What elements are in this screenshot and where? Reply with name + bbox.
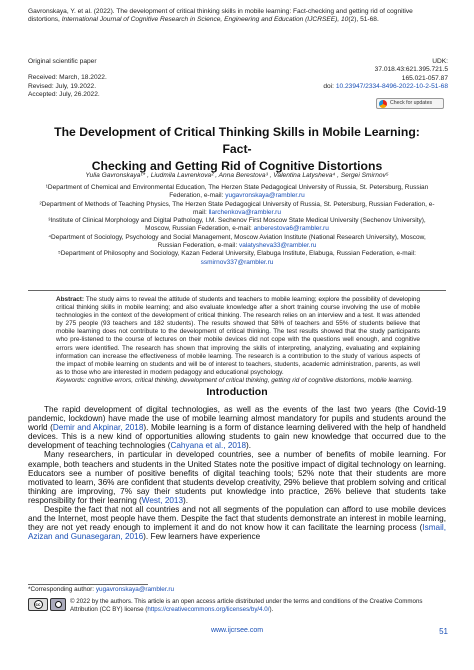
abstract-label: Abstract: (56, 296, 85, 303)
keywords: Keywords: cognitive errors, critical thinking, development of critical thinking, getting rid of cognitive distortions, mobile learning. (56, 376, 413, 384)
authors-text: Yulia Gavronskaya¹* , Liudmila Lavrenkova² , Anna Berestova³ , Valentina Latysheva⁴ , Sergei Smirnov⁵ (85, 172, 389, 179)
page-number: 51 (439, 627, 448, 636)
udk-code-1: 37.018.43:621.395.721.5 (374, 66, 448, 74)
footnote-rule (28, 584, 148, 585)
affiliation-1 (36, 184, 438, 201)
affiliations (36, 184, 438, 267)
citation-header (28, 8, 446, 24)
affiliation-text: ³Institute of Clinical Morphology and Digital Pathology, I.M. Sechenov First Moscow State Medical University (Sechenov University), Moscow, Russian Federation, e-mail: (48, 217, 426, 233)
received-date: Received: March, 18.2022. (28, 74, 107, 82)
text-run: The rapid development of digital technologies, as well as the events of the last two years (the Covid-19 pandemic, lockdown) have made the use of mobile learning almost mandatory for pupils and students around the world ( (28, 405, 446, 433)
affiliation-3 (36, 217, 438, 234)
article-dates (28, 58, 107, 100)
footnote-email[interactable]: yugavronskaya@rambler.ru (95, 586, 175, 593)
affiliation-text: ⁴Department of Sociology, Psychology and Social Management, Moscow Aviation Institute (National Research University), Moscow, Russian Federation, e-mail: (48, 233, 426, 250)
license-block (28, 598, 446, 613)
title-line-1: The Development of Critical Thinking Skills in Mobile Learning: Fact- (54, 125, 420, 156)
citation-link[interactable]: Cahyana et al., 2018 (170, 441, 247, 451)
affiliation-text: ⁵Department of Philosophy and Sociology, Kazan Federal University, Elabuga Institute, Elabuga, Russian Federation, e-mail: (58, 250, 416, 258)
author-list (36, 172, 438, 180)
footnote-text: *Corresponding author: (28, 586, 96, 593)
doi-prefix: doi: (323, 83, 336, 91)
accepted-date: Accepted: July, 26.2022. (28, 91, 100, 99)
title-line-2: Checking and Getting Rid of Cognitive Distortions (91, 159, 383, 173)
license-statement: © 2022 by the authors. This article is an open access article distributed under the terms and conditions of the Creative Commons Attribution (CC BY) license ( (70, 598, 423, 613)
abstract-block (56, 296, 420, 385)
paper-type: Original scientific paper (28, 58, 97, 65)
license-text (28, 598, 446, 613)
affiliation-email[interactable]: yugavronskaya@rambler.ru (225, 192, 305, 200)
text-run: ). Few learners have experience (143, 532, 261, 542)
affiliation-email[interactable]: valatysheva33@rambler.ru (238, 242, 317, 250)
abstract-top-rule (28, 290, 446, 291)
citation-link[interactable]: West, 2013 (141, 495, 184, 505)
citation-prefix: Gavronskaya, Y. et al. (2022). The development of critical thinking skills in mobile learning: Fact-checking and getting rid of cognitive distortions, (28, 8, 413, 24)
text-run: ). Mobile learning is a form of distance learning delivered with the help of handheld devices. This is a new kind of opportunities allowing students to gain new knowledge that occurred due to the development of teaching technologies ( (28, 423, 446, 451)
paper-title (40, 124, 434, 175)
text-run: Many researchers, in particular in developed countries, see a number of benefits of mobile learning. For example, both teachers and students in the United States note the positive impact of digital technology on learning. Educators see a number of positive benefits of digital teaching tools; 52% note that their students are more motivated to learn, 36% are confident that students develop creativity, 29% believe that problem solving and critical thinking are improving, 7% say their students put knowledge into practice, 26% believe that students take responsibility for their learning ( (28, 450, 446, 505)
text-run: ). (183, 495, 189, 505)
affiliation-email[interactable]: anberestova6@rambler.ru (253, 225, 329, 233)
affiliation-5 (36, 250, 438, 267)
creative-commons-icon: cc (28, 598, 48, 611)
introduction-body (28, 405, 446, 541)
affiliation-email[interactable]: llarchenkova@rambler.ru (208, 208, 281, 216)
citation-journal: International Journal of Cognitive Research in Science, Engineering and Education (IJCRSEE), 10 (61, 16, 349, 24)
abstract-paragraph (56, 296, 420, 377)
paragraph-2 (28, 450, 446, 505)
license-link[interactable]: https://creativecommons.org/licenses/by/4.0/ (147, 605, 270, 613)
doi-link[interactable]: 10.23947/2334-8496-2022-10-2-51-68 (335, 83, 448, 91)
udk-label: UDK: (432, 58, 448, 65)
citation-suffix: (2), 51-68. (348, 16, 379, 24)
crossmark-icon (379, 100, 387, 108)
abstract-text: The study aims to reveal the attitude of students and teachers to mobile learning; explore the possibility of developing critical thinking skills in mobile learning; and also evaluate knowledge after a short training course involving the use of mobile technologies in the context of the development of critical thinking. The research relies on an interview and a test. It was attended by 275 people (93 teachers and 182 students). The results showed that 58% of teachers and 55% of students believe that mobile learning does not contribute to the development of critical thinking. The test results showed that the study participants who pre-listened to the course of lectures on their mobile devices did not cope with the questions well enough, and cognitive errors were identified. The research has shown that improving the skills of interpreting, analyzing, evaluating and explaining information can increase the effectiveness of mobile learning. The research is a contribution to the study of various aspects of the impact of mobile learning on students and will be of interest to teachers, students, academic administration, parents, as well as to those who are interested in modern pedagogy and educational psychology. (56, 296, 420, 376)
text-run: ). (246, 441, 252, 451)
journal-url[interactable]: www.ijcrsee.com (210, 627, 264, 634)
paragraph-1 (28, 405, 446, 450)
revised-date: Revised: July, 19.2022. (28, 82, 97, 90)
affiliation-text: ¹Department of Chemical and Environmental Education, The Herzen State Pedagogical University of Russia, St. Petersburg, Russian Federation, e-mail: (45, 184, 429, 200)
doi-line (323, 83, 448, 91)
affiliation-2 (36, 201, 438, 218)
affiliation-4 (36, 234, 438, 251)
citation-link[interactable]: Demir and Akpinar, 2018 (52, 423, 144, 433)
udk-code-2: 165.021-057.87 (401, 74, 448, 82)
paragraph-3 (28, 505, 446, 541)
affiliation-email[interactable]: ssmirnov337@rambler.ru (200, 258, 274, 266)
check-for-updates-label: Check for updates (390, 100, 433, 106)
article-identifiers (323, 58, 448, 92)
text-run: Despite the fact that not all countries and not all segments of the population can afford to use mobile devices and the Internet, most people have them. Despite the fact that students demonstrate an interest in mobile learning, they are not yet ready enough to implement it and do not know how it can facilitate the learning process ( (28, 505, 446, 533)
corresponding-author-note (28, 586, 446, 594)
citation-link[interactable]: Ismail, Azizan and Gunasegaran, 2016 (28, 523, 446, 542)
license-suffix: ). (269, 605, 274, 613)
section-heading-introduction: Introduction (206, 386, 268, 398)
check-for-updates-button[interactable] (376, 98, 444, 109)
affiliation-text: ²Department of Methods of Teaching Physics, The Herzen State Pedagogical University of Russia, St. Petersburg, Russian Federation, e-mail: (39, 200, 435, 216)
attribution-icon (50, 598, 66, 611)
